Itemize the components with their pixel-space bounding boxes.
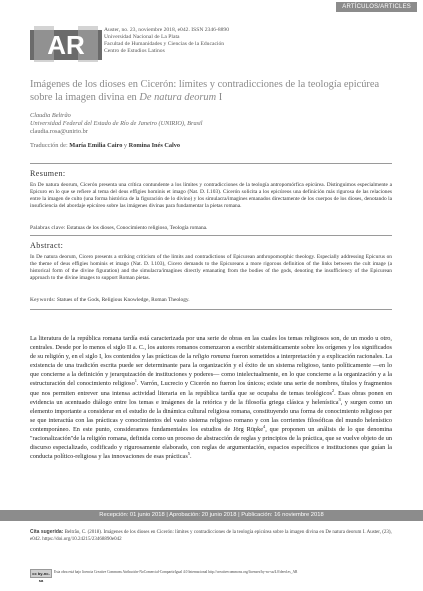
body-text: , que proponen un análisis de lo que denomina "racionalización"de la religión romana, definida como un proceso de abstracción de reglas y principios de la práctica, que se vuelve objeto de un discurso especializado, codificado y rigurosamente elaborado, con reglas de argumentación, espacios específicos e instituciones que guían la conducta político-religiosa y las innovaciones de esas prácticas bbox=[30, 425, 392, 461]
logo-text: AR bbox=[47, 30, 85, 60]
dates-bar: Recepción: 01 junio 2018 | Aprobación: 20 junio 2018 | Publicación: 16 noviembre 2018 bbox=[0, 510, 423, 521]
section-tag: ARTÍCULOS/ARTICLES bbox=[336, 2, 417, 12]
translator: María Emilia Cairo bbox=[69, 142, 123, 149]
translator: Romina Inés Calvo bbox=[128, 142, 181, 149]
journal-info-line: Centro de Estudios Latinos bbox=[104, 48, 165, 54]
keywords-label: Keywords: bbox=[30, 297, 56, 303]
body-text: . Varrón, Lucrecio y Cicerón no fueron los únicos; existe una serie de nombres, títulos y fragmentos que nos permiten entrever una intensa actividad literaria en la república tardía que se ocupaba de temas teológicos bbox=[30, 380, 392, 397]
body-italic: religio romana bbox=[192, 353, 231, 361]
citation-label: Cita sugerida: bbox=[30, 529, 64, 535]
author-affiliation: Universidad Federal del Estado de Río de Janeiro (UNIRIO), Brasil bbox=[30, 120, 203, 127]
body-text: fueron sometidos a interpretación y a explicación racionales. La existencia de una tradición escrita puede ser determinante para la organización y el éxito de un sistema religioso, tanto políticamente —en lo que concierne a la definición y jerarquización de instituciones y poderes— como intelectualmente, en lo que concierne a la organización y a la estructuración del conocimiento religioso bbox=[30, 353, 392, 388]
title-italic: De natura deorum bbox=[139, 91, 217, 103]
body-paragraph bbox=[30, 334, 392, 461]
author-email[interactable]: claudia.rosa@unirio.br bbox=[30, 128, 88, 135]
journal-info-line: Facultad de Humanidades y Ciencias de la Educación bbox=[104, 41, 225, 47]
keywords-value: Estatuas de los dioses, Conocimiento religioso, Teología romana. bbox=[65, 225, 208, 231]
journal-info-line: Auster, no. 23, noviembre 2018, e042. ISSN 2346-8890 bbox=[104, 27, 230, 33]
suggested-citation bbox=[30, 529, 392, 543]
divider bbox=[30, 163, 392, 164]
abstract-text: In De natura deorum, Cicero presents a striking criticism of the limits and contradictions of Epicurean anthropomorphic theology. Especially addressing Epicurus on the theme of deus effigies hominis et imago (Nat. D. I.103), Cicero demands to the Epicureans a more rigorous definition of the links between the cult image (a historical form of the divine figuration) and the simulacra/imagines directly emanating from the bodies of the gods, denoting the insufficiency of the Epicurean approach to the divine images to support Roman pietas. bbox=[30, 254, 392, 282]
resumen-heading: Resumen: bbox=[30, 169, 66, 178]
citation-text: Beltrão, C. (2018). Imágenes de los dioses en Cicerón: límites y contradicciones de la teología epicúrea sobre la imagen divina en De natura deorum I. Auster, (23), e042. https://doi.org/10.24215/23468890e042 bbox=[30, 530, 392, 542]
cc-license-icon[interactable] bbox=[30, 569, 52, 583]
journal-info bbox=[104, 27, 264, 55]
footnote-ref[interactable]: 2 bbox=[331, 387, 335, 393]
resumen-text: En De natura deorum, Cicerón presenta una crítica contundente a los límites y contradicciones de la teología antropomórfica epicúrea. Distinguimos especialmente a Epicuro en lo que se refiere al tema del deus effigies hominis et imago (Nat. D. I.103). Cicerón solicita a los epicúreos una definición más rigurosa de las relaciones entre la imagen de culto (una forma histórica de la figuración de lo divino) y los simulacra/imagines emanados directamente de los cuerpos de los dioses, denotando la insuficiencia del abordaje epicúreo sobre las imágenes divinas para fundamentar la pietas romana. bbox=[30, 182, 392, 210]
title-text: Imágenes de los dioses en Cicerón: límites y contradicciones de la teología epicúrea sobre la imagen divina en bbox=[30, 79, 380, 103]
journal-info-line: Universidad Nacional de La Plata bbox=[104, 34, 180, 40]
translation-credit bbox=[30, 142, 180, 150]
body-text: La literatura de la república romana tardía está caracterizada por una serie de obras en las cuales los temas religiosos son, de un modo u otro, centrales. Desde por lo menos el siglo II a. C., los autores romanos comenzaron a escribir sistemáticamente sobre los orígenes y los significados de su religión y, en el siglo I, los contenidos y las prácticas de la bbox=[30, 335, 392, 361]
title-text: I bbox=[216, 91, 223, 103]
keywords-label: Palabras clave: bbox=[30, 225, 66, 231]
footnote-ref[interactable]: 5 bbox=[187, 451, 190, 457]
journal-logo bbox=[30, 24, 102, 64]
divider bbox=[30, 235, 392, 236]
abstract-heading: Abstract: bbox=[30, 241, 64, 250]
translation-label: Traducción de: bbox=[30, 142, 70, 149]
body-text: . Esas obras ponen en evidencia un acentuado diálogo entre los temas e imágenes de la retórica y de la filosofía griega clásica y helenística bbox=[30, 389, 392, 406]
keywords-value: Statues of the Gods, Religious Knowledge, Roman Theology. bbox=[55, 297, 190, 303]
divider bbox=[30, 309, 392, 310]
footnote-ref[interactable]: 4 bbox=[263, 423, 266, 429]
footnote-ref[interactable]: 3 bbox=[338, 396, 341, 402]
footnote-ref[interactable]: 1 bbox=[134, 378, 137, 384]
translator-separator: y bbox=[122, 142, 129, 149]
abstract-keywords bbox=[30, 297, 392, 304]
body-text: . bbox=[189, 453, 192, 461]
top-bar bbox=[0, 0, 423, 14]
author-name: Claudia Beltrão bbox=[30, 112, 71, 119]
body-text: , y surgen como un elemento importante a considerar en el estudio de la dinámica cultural religiosa romana, constituyendo una forma de conocimiento religioso per se que interactúa con las prácticas y conocimientos del vasto sistema religioso romano y con las corrientes filosóficas del mundo helenístico contemporáneo. En este punto, consideramos fundamentales los estudios de Jörg Rüpke bbox=[30, 398, 392, 433]
license-text: Esta obra está bajo licencia Creative Commons Atribución-NoComercial-CompartirIgual 4.0 Internacional http://creativecommons.org/licenses/by-nc-sa/4.0/deed.es_AR bbox=[54, 570, 298, 574]
article-title bbox=[30, 79, 392, 104]
cc-badge-text: cc by-nc-sa bbox=[32, 571, 50, 583]
resumen-keywords bbox=[30, 225, 392, 232]
